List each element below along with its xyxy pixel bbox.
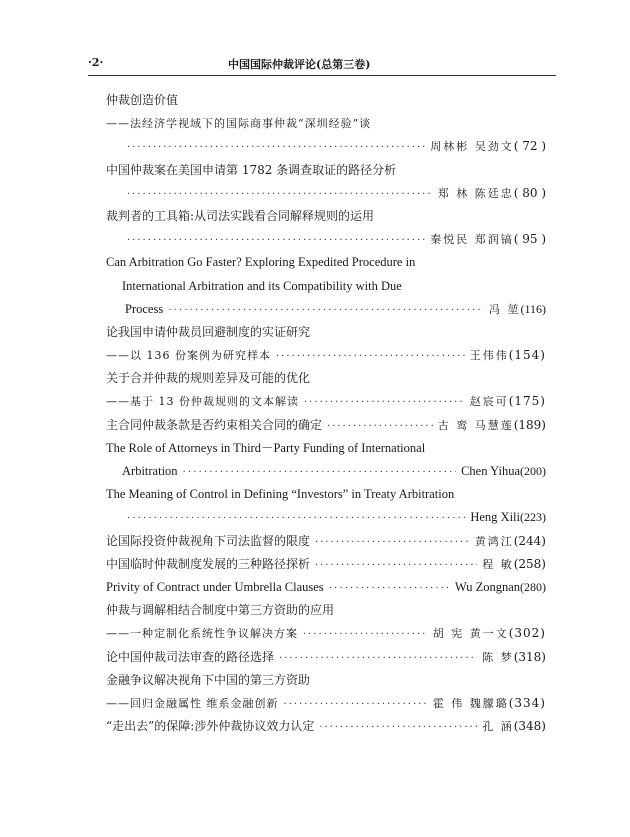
toc-entry-subtitle: ——法经济学视域下的国际商事仲裁“深圳经验”谈 bbox=[106, 117, 372, 131]
toc-page: (258) bbox=[513, 556, 546, 571]
toc-entry-leader bbox=[106, 506, 546, 529]
toc-author: 秦悦民 郑润镐 bbox=[430, 233, 514, 247]
toc-entry-title: 仲裁与调解相结合制度中第三方资助的应用 bbox=[106, 603, 335, 618]
toc-page: (318) bbox=[513, 649, 546, 664]
toc-entry-title: 论中国仲裁司法审查的路径选择 bbox=[106, 649, 275, 664]
toc-entry-title-cont: Process bbox=[125, 301, 164, 316]
toc-page: (200) bbox=[520, 464, 546, 478]
toc-page: (189) bbox=[513, 417, 546, 432]
toc-author: 胡 宪 黄一文 bbox=[432, 627, 509, 641]
toc-author: 孔 涵 bbox=[482, 720, 514, 734]
toc-entry-leader bbox=[106, 692, 546, 715]
toc-author: 王伟伟 bbox=[469, 349, 509, 363]
toc-entry-title: 关于合并仲裁的规则差异及可能的优化 bbox=[106, 371, 311, 386]
toc-entry-leader bbox=[106, 135, 546, 158]
toc-page: (302) bbox=[508, 626, 546, 641]
toc-author: Chen Yihua bbox=[461, 464, 520, 478]
toc-entry-title: 中国临时仲裁制度发展的三种路径探析 bbox=[106, 556, 311, 571]
toc-author: 郑 林 陈廷忠 bbox=[437, 186, 514, 200]
toc-entry-leader bbox=[106, 414, 546, 437]
toc-entry-title: 裁判者的工具箱:从司法实践看合同解释规则的运用 bbox=[106, 208, 375, 223]
toc-entry-subtitle: ——回归金融属性 维系金融创新 bbox=[106, 696, 279, 710]
toc-author: 程 敏 bbox=[482, 557, 514, 571]
toc-entry-title-cont: International Arbitration and its Compatibility with Due bbox=[122, 278, 402, 293]
toc-entry-leader bbox=[106, 553, 546, 576]
toc-author: 陈 梦 bbox=[482, 650, 514, 664]
toc-entry-leader bbox=[106, 576, 546, 599]
toc-entry-title: 金融争议解决视角下中国的第三方资助 bbox=[106, 672, 311, 687]
toc-page: (334) bbox=[508, 695, 546, 710]
running-title: 中国国际仲裁评论(总第三卷) bbox=[228, 58, 371, 71]
toc-entry-subtitle: ——基于 13 份仲裁规则的文本解读 bbox=[106, 395, 299, 409]
toc-entry-title: 主合同仲裁条款是否约束相关合同的确定 bbox=[106, 417, 323, 432]
toc-entry-title: 中国仲裁案在美国申请第 1782 条调查取证的路径分析 bbox=[106, 162, 397, 177]
toc-entry-title: “走出去”的保障:涉外仲裁协议效力认定 bbox=[106, 719, 315, 734]
toc-entry-leader bbox=[106, 228, 546, 251]
table-of-contents bbox=[106, 89, 546, 738]
toc-author: 黄鸿江 bbox=[474, 534, 514, 548]
toc-entry-leader bbox=[106, 530, 546, 553]
toc-page: ( 80 ) bbox=[513, 185, 546, 200]
toc-entry-leader bbox=[106, 622, 546, 645]
toc-page: (154) bbox=[508, 348, 546, 363]
toc-entry-title: 仲裁创造价值 bbox=[106, 93, 179, 107]
toc-entry-leader bbox=[106, 715, 546, 738]
toc-author: 霍 伟 魏朦璐 bbox=[432, 696, 509, 710]
toc-entry-title: The Meaning of Control in Defining “Investors” in Treaty Arbitration bbox=[106, 487, 455, 502]
toc-author: Heng Xili bbox=[470, 510, 520, 525]
toc-entry-leader bbox=[106, 298, 546, 321]
toc-entry-leader bbox=[106, 182, 546, 205]
toc-entry-leader bbox=[106, 646, 546, 669]
toc-author: Wu Zongnan bbox=[454, 579, 520, 594]
toc-page: (116) bbox=[520, 301, 546, 316]
page-number: ·2· bbox=[88, 56, 104, 69]
toc-entry-title: The Role of Attorneys in Third－Party Funding of International bbox=[106, 440, 426, 455]
toc-entry-title: Privity of Contract under Umbrella Clauses bbox=[106, 579, 324, 594]
toc-entry-leader bbox=[106, 344, 546, 367]
toc-entry-leader bbox=[106, 390, 546, 413]
toc-author: 周林彬 吴劲文 bbox=[430, 140, 514, 154]
toc-author: 赵宸可 bbox=[469, 395, 509, 409]
toc-page: (280) bbox=[520, 579, 546, 594]
toc-entry-title: 论我国申请仲裁员回避制度的实证研究 bbox=[106, 324, 311, 339]
toc-page: ( 95 ) bbox=[513, 232, 546, 247]
toc-entry-title: 论国际投资仲裁视角下司法监督的限度 bbox=[106, 533, 311, 548]
toc-page: (348) bbox=[513, 719, 546, 734]
toc-page: ( 72 ) bbox=[513, 139, 546, 154]
header-rule bbox=[88, 75, 556, 76]
toc-entry-title: Can Arbitration Go Faster? Exploring Expedited Procedure in bbox=[106, 255, 416, 270]
toc-entry-subtitle: ——以 136 份案例为研究样本 bbox=[106, 349, 271, 363]
toc-page: (175) bbox=[508, 394, 546, 409]
toc-entry-leader bbox=[106, 460, 546, 483]
toc-author: 冯 堃 bbox=[488, 302, 521, 316]
toc-entry-subtitle: ——一种定制化系统性争议解决方案 bbox=[106, 627, 298, 641]
toc-author: 古 鸾 马慧莲 bbox=[437, 418, 514, 432]
toc-page: (223) bbox=[520, 510, 546, 525]
toc-entry-title-cont: Arbitration bbox=[122, 464, 178, 478]
toc-page: (244) bbox=[513, 533, 546, 548]
